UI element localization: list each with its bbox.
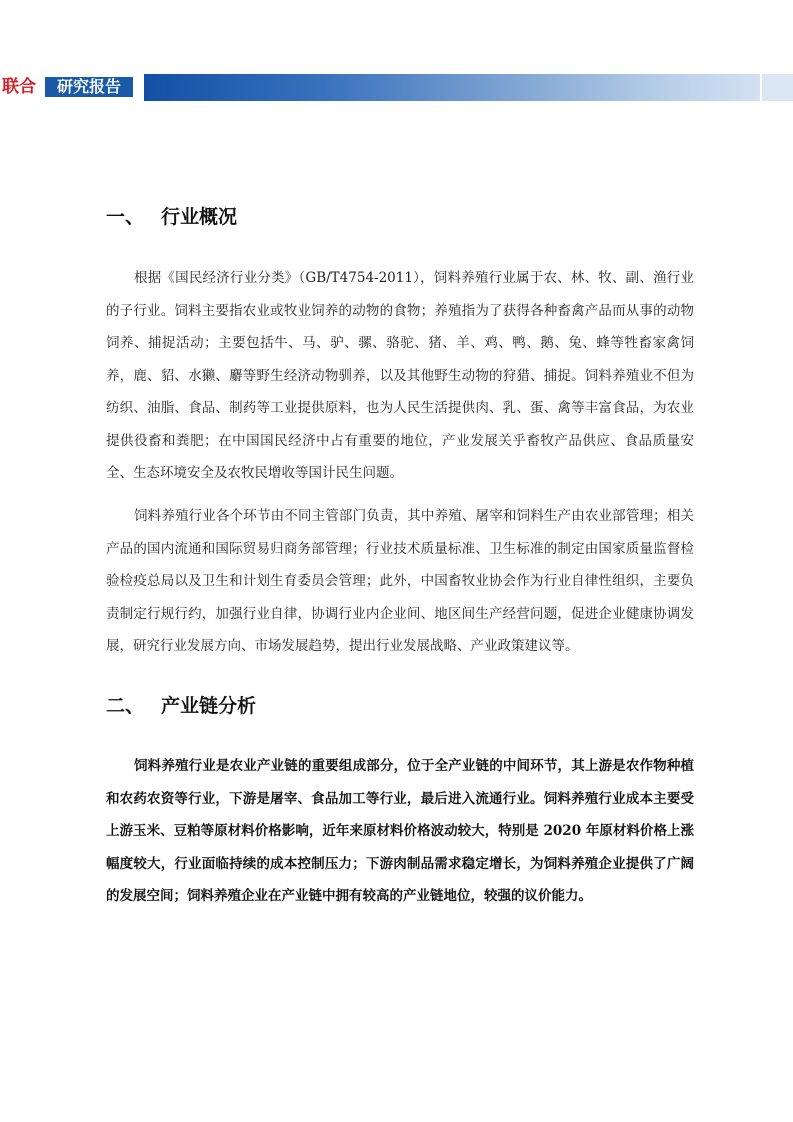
- header-bar-end-block: [762, 74, 793, 101]
- section-title: 行业概况: [161, 206, 238, 228]
- body-paragraph: 根据《国民经济行业分类》（GB/T4754-2011），饲料养殖行业属于农、林、牧、副、渔行业的子行业。饲料主要指农业或牧业饲养的动物的食物；养殖指为了获得各种畜禽产品而从事的动物饲养、捕捉活动；主要包括牛、马、驴、骡、骆驼、猪、羊、鸡、鸭、鹅、兔、蜂等牲畜家禽饲养，鹿、貂、水獭、麝等野生经济动物驯养，以及其他野生动物的狩猎、捕捉。饲料养殖业不但为纺织、油脂、食品、制药等工业提供原料，也为人民生活提供肉、乳、蛋、禽等丰富食品，为农业提供役畜和粪肥；在中国国民经济中占有重要的地位，产业发展关乎畜牧产品供应、食品质量安全、生态环境安全及农牧民增收等国计民生问题。: [106, 270, 694, 481]
- header-gradient-bar: [144, 74, 760, 101]
- section-heading-2: [106, 692, 256, 720]
- section-number: 一、: [106, 206, 145, 228]
- brand-label-box: 研究报告: [45, 77, 133, 97]
- summary-paragraph: 饲料养殖行业是农业产业链的重要组成部分，位于全产业链的中间环节，其上游是农作物种植和农药农资等行业，下游是屠宰、食品加工等行业，最后进入流通行业。饲料养殖行业成本主要受上游玉米、豆粕等原材料价格影响，近年来原材料价格波动较大，特别是 2020 年原材料价格上涨幅度较大，行业面临持续的成本控制压力；下游肉制品需求稳定增长，为饲料养殖企业提供了广阔的发展空间；饲料养殖企业在产业链中拥有较高的产业链地位，较强的议价能力。: [106, 758, 694, 904]
- brand-name: 联合: [2, 77, 36, 97]
- section-title: 产业链分析: [161, 695, 257, 717]
- section-heading-1: [106, 203, 237, 231]
- report-header: [0, 73, 793, 101]
- section-number: 二、: [106, 695, 145, 717]
- body-paragraph: 饲料养殖行业各个环节由不同主管部门负责，其中养殖、屠宰和饲料生产由农业部管理；相关产品的国内流通和国际贸易归商务部管理；行业技术质量标准、卫生标准的制定由国家质量监督检验检疫总局以及卫生和计划生育委员会管理；此外，中国畜牧业协会作为行业自律性组织，主要负责制定行规行约，加强行业自律，协调行业内企业间、地区间生产经营问题，促进企业健康协调发展，研究行业发展方向、市场发展趋势，提出行业发展战略、产业政策建议等。: [106, 508, 694, 654]
